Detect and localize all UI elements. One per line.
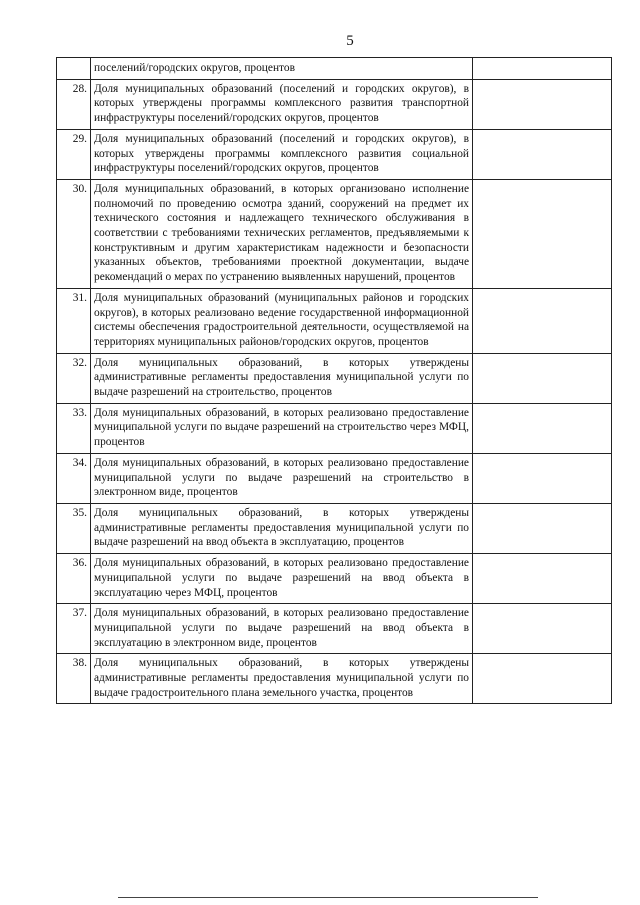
row-text: Доля муниципальных образований, в которых реализовано предоставление муниципальной услуги по выдаче разрешений на строительство через МФЦ, процентов	[91, 403, 473, 453]
row-value-cell	[473, 503, 612, 553]
row-text: Доля муниципальных образований, в которых утверждены административные регламенты предоставления муниципальной услуги по выдаче разрешений на ввод объекта в эксплуатацию, процентов	[91, 503, 473, 553]
row-number: 36.	[57, 554, 91, 604]
row-value-cell	[473, 288, 612, 353]
row-value-cell	[473, 604, 612, 654]
row-number: 29.	[57, 129, 91, 179]
row-text: Доля муниципальных образований (муниципальных районов и городских округов), в которых реализовано ведение государственной информационной системы обеспечения градостроительной деятельности, осуществляемой на территориях муниципальных районов/городских округов, процентов	[91, 288, 473, 353]
row-text: Доля муниципальных образований, в которых утверждены административные регламенты предоставления муниципальной услуги по выдаче разрешений на строительство, процентов	[91, 353, 473, 403]
row-text: Доля муниципальных образований, в которых реализовано предоставление муниципальной услуги по выдаче разрешений на ввод объекта в эксплуатацию через МФЦ, процентов	[91, 554, 473, 604]
row-text: Доля муниципальных образований, в которых реализовано предоставление муниципальной услуги по выдаче разрешений на ввод объекта в эксплуатацию в электронном виде, процентов	[91, 604, 473, 654]
row-text: поселений/городских округов, процентов	[91, 58, 473, 80]
table-row	[57, 554, 612, 604]
table-row	[57, 654, 612, 704]
page-number: 5	[346, 33, 354, 49]
table-row	[57, 179, 612, 288]
table-row	[57, 288, 612, 353]
table-row	[57, 129, 612, 179]
table-row-continued	[57, 58, 612, 80]
row-number: 28.	[57, 79, 91, 129]
row-number: 34.	[57, 453, 91, 503]
row-number: 37.	[57, 604, 91, 654]
page-bottom-rule	[118, 897, 538, 898]
row-number: 32.	[57, 353, 91, 403]
table-row	[57, 79, 612, 129]
row-text: Доля муниципальных образований, в которых реализовано предоставление муниципальной услуги по выдаче разрешений на строительство в электронном виде, процентов	[91, 453, 473, 503]
row-value-cell	[473, 353, 612, 403]
row-text: Доля муниципальных образований, в которых утверждены административные регламенты предоставления муниципальной услуги по выдаче градостроительного плана земельного участка, процентов	[91, 654, 473, 704]
row-text: Доля муниципальных образований (поселений и городских округов), в которых утверждены программы комплексного развития транспортной инфраструктуры поселений/городских округов, процентов	[91, 79, 473, 129]
row-text: Доля муниципальных образований, в которых организовано исполнение полномочий по проведению осмотра зданий, сооружений на предмет их технического состояния и надлежащего технического обслуживания в соответствии с требованиями технических регламентов, предъявляемыми к конструктивным и другим характеристикам надежности и безопасности указанных объектов, требованиями проектной документации, выдаче рекомендаций о мерах по устранению выявленных нарушений, процентов	[91, 179, 473, 288]
row-number	[57, 58, 91, 80]
row-value-cell	[473, 654, 612, 704]
table-row	[57, 403, 612, 453]
table-row	[57, 453, 612, 503]
row-value-cell	[473, 58, 612, 80]
indicators-table	[56, 57, 612, 704]
row-number: 30.	[57, 179, 91, 288]
row-text: Доля муниципальных образований (поселений и городских округов), в которых утверждены программы комплексного развития социальной инфраструктуры поселений/городских округов, процентов	[91, 129, 473, 179]
table-row	[57, 604, 612, 654]
row-value-cell	[473, 179, 612, 288]
row-number: 31.	[57, 288, 91, 353]
table-row	[57, 353, 612, 403]
row-value-cell	[473, 129, 612, 179]
row-value-cell	[473, 554, 612, 604]
table-row	[57, 503, 612, 553]
row-value-cell	[473, 453, 612, 503]
row-number: 38.	[57, 654, 91, 704]
row-number: 33.	[57, 403, 91, 453]
row-value-cell	[473, 79, 612, 129]
row-value-cell	[473, 403, 612, 453]
row-number: 35.	[57, 503, 91, 553]
